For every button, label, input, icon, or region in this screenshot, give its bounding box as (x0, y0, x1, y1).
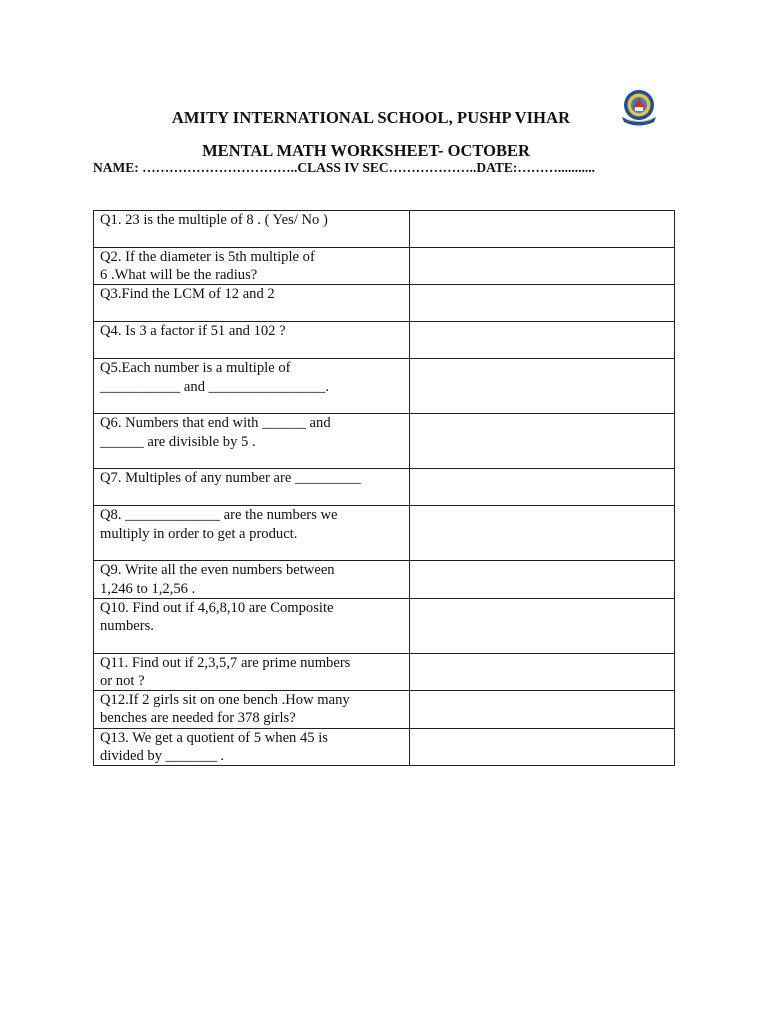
table-row (94, 728, 675, 765)
question-cell: Q3.Find the LCM of 12 and 2 (94, 285, 410, 322)
answer-cell[interactable] (410, 285, 675, 322)
school-name: AMITY INTERNATIONAL SCHOOL, PUSHP VIHAR (171, 108, 571, 127)
table-row (94, 285, 675, 322)
answer-cell[interactable] (410, 359, 675, 414)
questions-table (93, 210, 675, 766)
table-row (94, 211, 675, 248)
answer-cell[interactable] (410, 469, 675, 506)
table-row (94, 322, 675, 359)
table-row (94, 359, 675, 414)
school-emblem-icon (618, 88, 660, 128)
question-cell: Q8. _____________ are the numbers we multiply in order to get a product. (94, 506, 410, 561)
answer-cell[interactable] (410, 211, 675, 248)
answer-cell[interactable] (410, 414, 675, 469)
table-row (94, 691, 675, 728)
question-cell: Q6. Numbers that end with ______ and ______ are divisible by 5 . (94, 414, 410, 469)
question-cell: Q2. If the diameter is 5th multiple of 6 .What will be the radius? (94, 248, 410, 285)
question-cell: Q1. 23 is the multiple of 8 . ( Yes/ No ) (94, 211, 410, 248)
table-row (94, 598, 675, 653)
question-cell: Q12.If 2 girls sit on one bench .How many benches are needed for 378 girls? (94, 691, 410, 728)
answer-cell[interactable] (410, 322, 675, 359)
table-row (94, 414, 675, 469)
answer-cell[interactable] (410, 653, 675, 690)
question-cell: Q13. We get a quotient of 5 when 45 is divided by _______ . (94, 728, 410, 765)
question-cell: Q4. Is 3 a factor if 51 and 102 ? (94, 322, 410, 359)
answer-cell[interactable] (410, 691, 675, 728)
table-row (94, 653, 675, 690)
table-row (94, 248, 675, 285)
name-class-date-line: NAME: ……………………………..CLASS IV SEC………………..DATE:………........... (93, 160, 596, 175)
answer-cell[interactable] (410, 506, 675, 561)
answer-cell[interactable] (410, 728, 675, 765)
table-row (94, 469, 675, 506)
table-row (94, 561, 675, 598)
question-cell: Q11. Find out if 2,3,5,7 are prime numbers or not ? (94, 653, 410, 690)
question-cell: Q7. Multiples of any number are _________ (94, 469, 410, 506)
question-cell: Q10. Find out if 4,6,8,10 are Composite numbers. (94, 598, 410, 653)
table-row (94, 506, 675, 561)
question-cell: Q5.Each number is a multiple of ___________ and ________________. (94, 359, 410, 414)
answer-cell[interactable] (410, 598, 675, 653)
question-cell: Q9. Write all the even numbers between 1,246 to 1,2,56 . (94, 561, 410, 598)
worksheet-title: MENTAL MATH WORKSHEET- OCTOBER (202, 141, 530, 160)
answer-cell[interactable] (410, 248, 675, 285)
answer-cell[interactable] (410, 561, 675, 598)
